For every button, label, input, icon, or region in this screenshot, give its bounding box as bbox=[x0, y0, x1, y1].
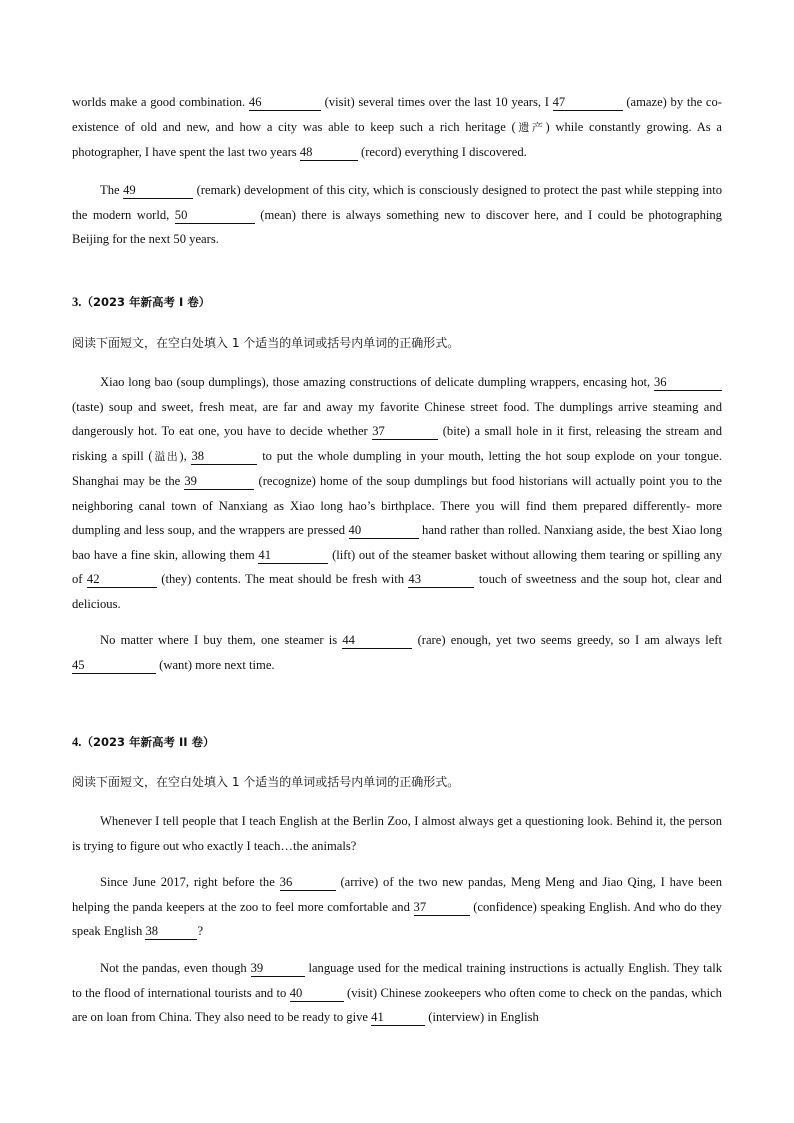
section3-paragraph-1 bbox=[72, 370, 722, 616]
section3-paragraph-2 bbox=[72, 628, 722, 677]
section-4-heading bbox=[72, 732, 722, 752]
section-3-heading bbox=[72, 292, 722, 312]
text: No matter where I buy them, one steamer is bbox=[100, 633, 338, 647]
blank-47[interactable]: 47 bbox=[553, 95, 623, 111]
text: (recognize) home of the soup dumplings but food historians will actually point you to the neighboring canal town of Nanxiang as Xiao long hao’s birthplace. There you will find them prepared differently- more dumpling and less soup, and the wrappers are pressed bbox=[72, 474, 723, 537]
section-source: （2023 年新高考 II 卷） bbox=[81, 735, 215, 749]
section4-paragraph-3 bbox=[72, 956, 722, 1030]
blank-38[interactable]: 38 bbox=[191, 449, 257, 465]
blank-46[interactable]: 46 bbox=[249, 95, 321, 111]
blank-43[interactable]: 43 bbox=[408, 572, 474, 588]
text: hand rather than rolled. Nanxiang aside, the best Xiao long bao have a fine skin, allowing them bbox=[72, 523, 722, 562]
blank-38[interactable]: 38 bbox=[145, 924, 197, 940]
text: (taste) soup and sweet, fresh meat, are far and away my favorite Chinese street food. The dumplings arrive steaming and dangerously hot. To eat one, you have to decide whether bbox=[72, 399, 722, 438]
text: Not the pandas, even though bbox=[100, 961, 247, 975]
blank-45[interactable]: 45 bbox=[72, 658, 156, 674]
blank-36[interactable]: 36 bbox=[280, 875, 336, 891]
text: (remark) development of this city, which is consciously designed to protect the past while stepping into the modern world, bbox=[72, 183, 723, 222]
blank-41[interactable]: 41 bbox=[371, 1010, 425, 1026]
text: touch of sweetness and the soup hot, clear and delicious. bbox=[72, 572, 722, 611]
text: (want) more next time. bbox=[159, 657, 275, 672]
chinese-gloss: 遗产 bbox=[515, 120, 546, 134]
text: The bbox=[100, 183, 120, 197]
section-source: （2023 年新高考 I 卷） bbox=[81, 295, 211, 309]
chinese-gloss: 溢出 bbox=[152, 449, 180, 463]
section-number: 3. bbox=[72, 295, 82, 309]
blank-39[interactable]: 39 bbox=[184, 474, 254, 490]
text: worlds make a good combination. bbox=[72, 95, 246, 109]
blank-39[interactable]: 39 bbox=[251, 961, 305, 977]
blank-36[interactable]: 36 bbox=[654, 375, 722, 391]
text: (arrive) of the two new pandas, Meng Meng and Jiao Qing, I have been helping the panda keepers at the zoo to feel more comfortable and bbox=[72, 875, 722, 914]
text: (bite) a small hole in it first, releasing the stream and risking a spill ( bbox=[72, 424, 723, 463]
text: (visit) Chinese zookeepers who often come to check on the pandas, which are on loan from China. They also need to be ready to give bbox=[72, 985, 722, 1024]
text: Since June 2017, right before the bbox=[100, 875, 275, 889]
text: (record) everything I discovered. bbox=[361, 145, 527, 159]
text: Xiao long bao (soup dumplings), those amazing constructions of delicate dumpling wrappers, encasing hot, bbox=[100, 375, 651, 389]
text: ), bbox=[179, 448, 187, 463]
blank-37[interactable]: 37 bbox=[372, 424, 438, 440]
blank-40[interactable]: 40 bbox=[349, 523, 419, 539]
text: ) while constantly growing. As a photographer, I have spent the last two years bbox=[72, 119, 723, 159]
blank-49[interactable]: 49 bbox=[123, 183, 193, 199]
text: (rare) enough, yet two seems greedy, so I am always left bbox=[417, 633, 723, 647]
text: to put the whole dumpling in your mouth, letting the hot soup explode on your tongue. Shanghai may be the bbox=[72, 448, 722, 488]
text: Whenever I tell people that I teach English at the Berlin Zoo, I almost always get a questioning look. Behind it, the person is trying to figure out who exactly I teach…the animals? bbox=[72, 814, 722, 853]
blank-44[interactable]: 44 bbox=[342, 633, 412, 649]
blank-41[interactable]: 41 bbox=[258, 548, 328, 564]
blank-48[interactable]: 48 bbox=[300, 145, 358, 161]
text: (they) contents. The meat should be fresh with bbox=[161, 572, 405, 586]
blank-50[interactable]: 50 bbox=[175, 208, 255, 224]
text: (visit) several times over the last 10 years, I bbox=[324, 95, 549, 109]
section-number: 4. bbox=[72, 735, 82, 749]
text: (interview) in English bbox=[428, 1010, 539, 1024]
blank-40[interactable]: 40 bbox=[290, 986, 344, 1002]
blank-37[interactable]: 37 bbox=[414, 900, 470, 916]
section4-paragraph-2 bbox=[72, 870, 722, 944]
text: language used for the medical training instructions is actually English. They talk to the flood of international tourists and to bbox=[72, 961, 723, 1000]
section4-paragraph-1 bbox=[72, 809, 722, 858]
section-3-instruction: 阅读下面短文，在空白处填入 1 个适当的单词或括号内单词的正确形式。 bbox=[72, 336, 460, 350]
section-4-instruction: 阅读下面短文，在空白处填入 1 个适当的单词或括号内单词的正确形式。 bbox=[72, 775, 460, 789]
text: (amaze) by the co-existence of old and new, and how a city was able to keep such a rich heritage ( bbox=[72, 95, 723, 134]
text: ? bbox=[197, 924, 204, 938]
passage2-paragraph-2 bbox=[72, 178, 722, 252]
blank-42[interactable]: 42 bbox=[87, 572, 157, 588]
text: (mean) there is always something new to discover here, and I could be photographing Beijing for the next 50 years. bbox=[72, 207, 722, 246]
text: (lift) out of the steamer basket without allowing them tearing or spilling any of bbox=[72, 547, 722, 586]
passage2-paragraph-1 bbox=[72, 90, 722, 165]
text: (confidence) speaking English. And who do they speak English bbox=[72, 899, 722, 938]
